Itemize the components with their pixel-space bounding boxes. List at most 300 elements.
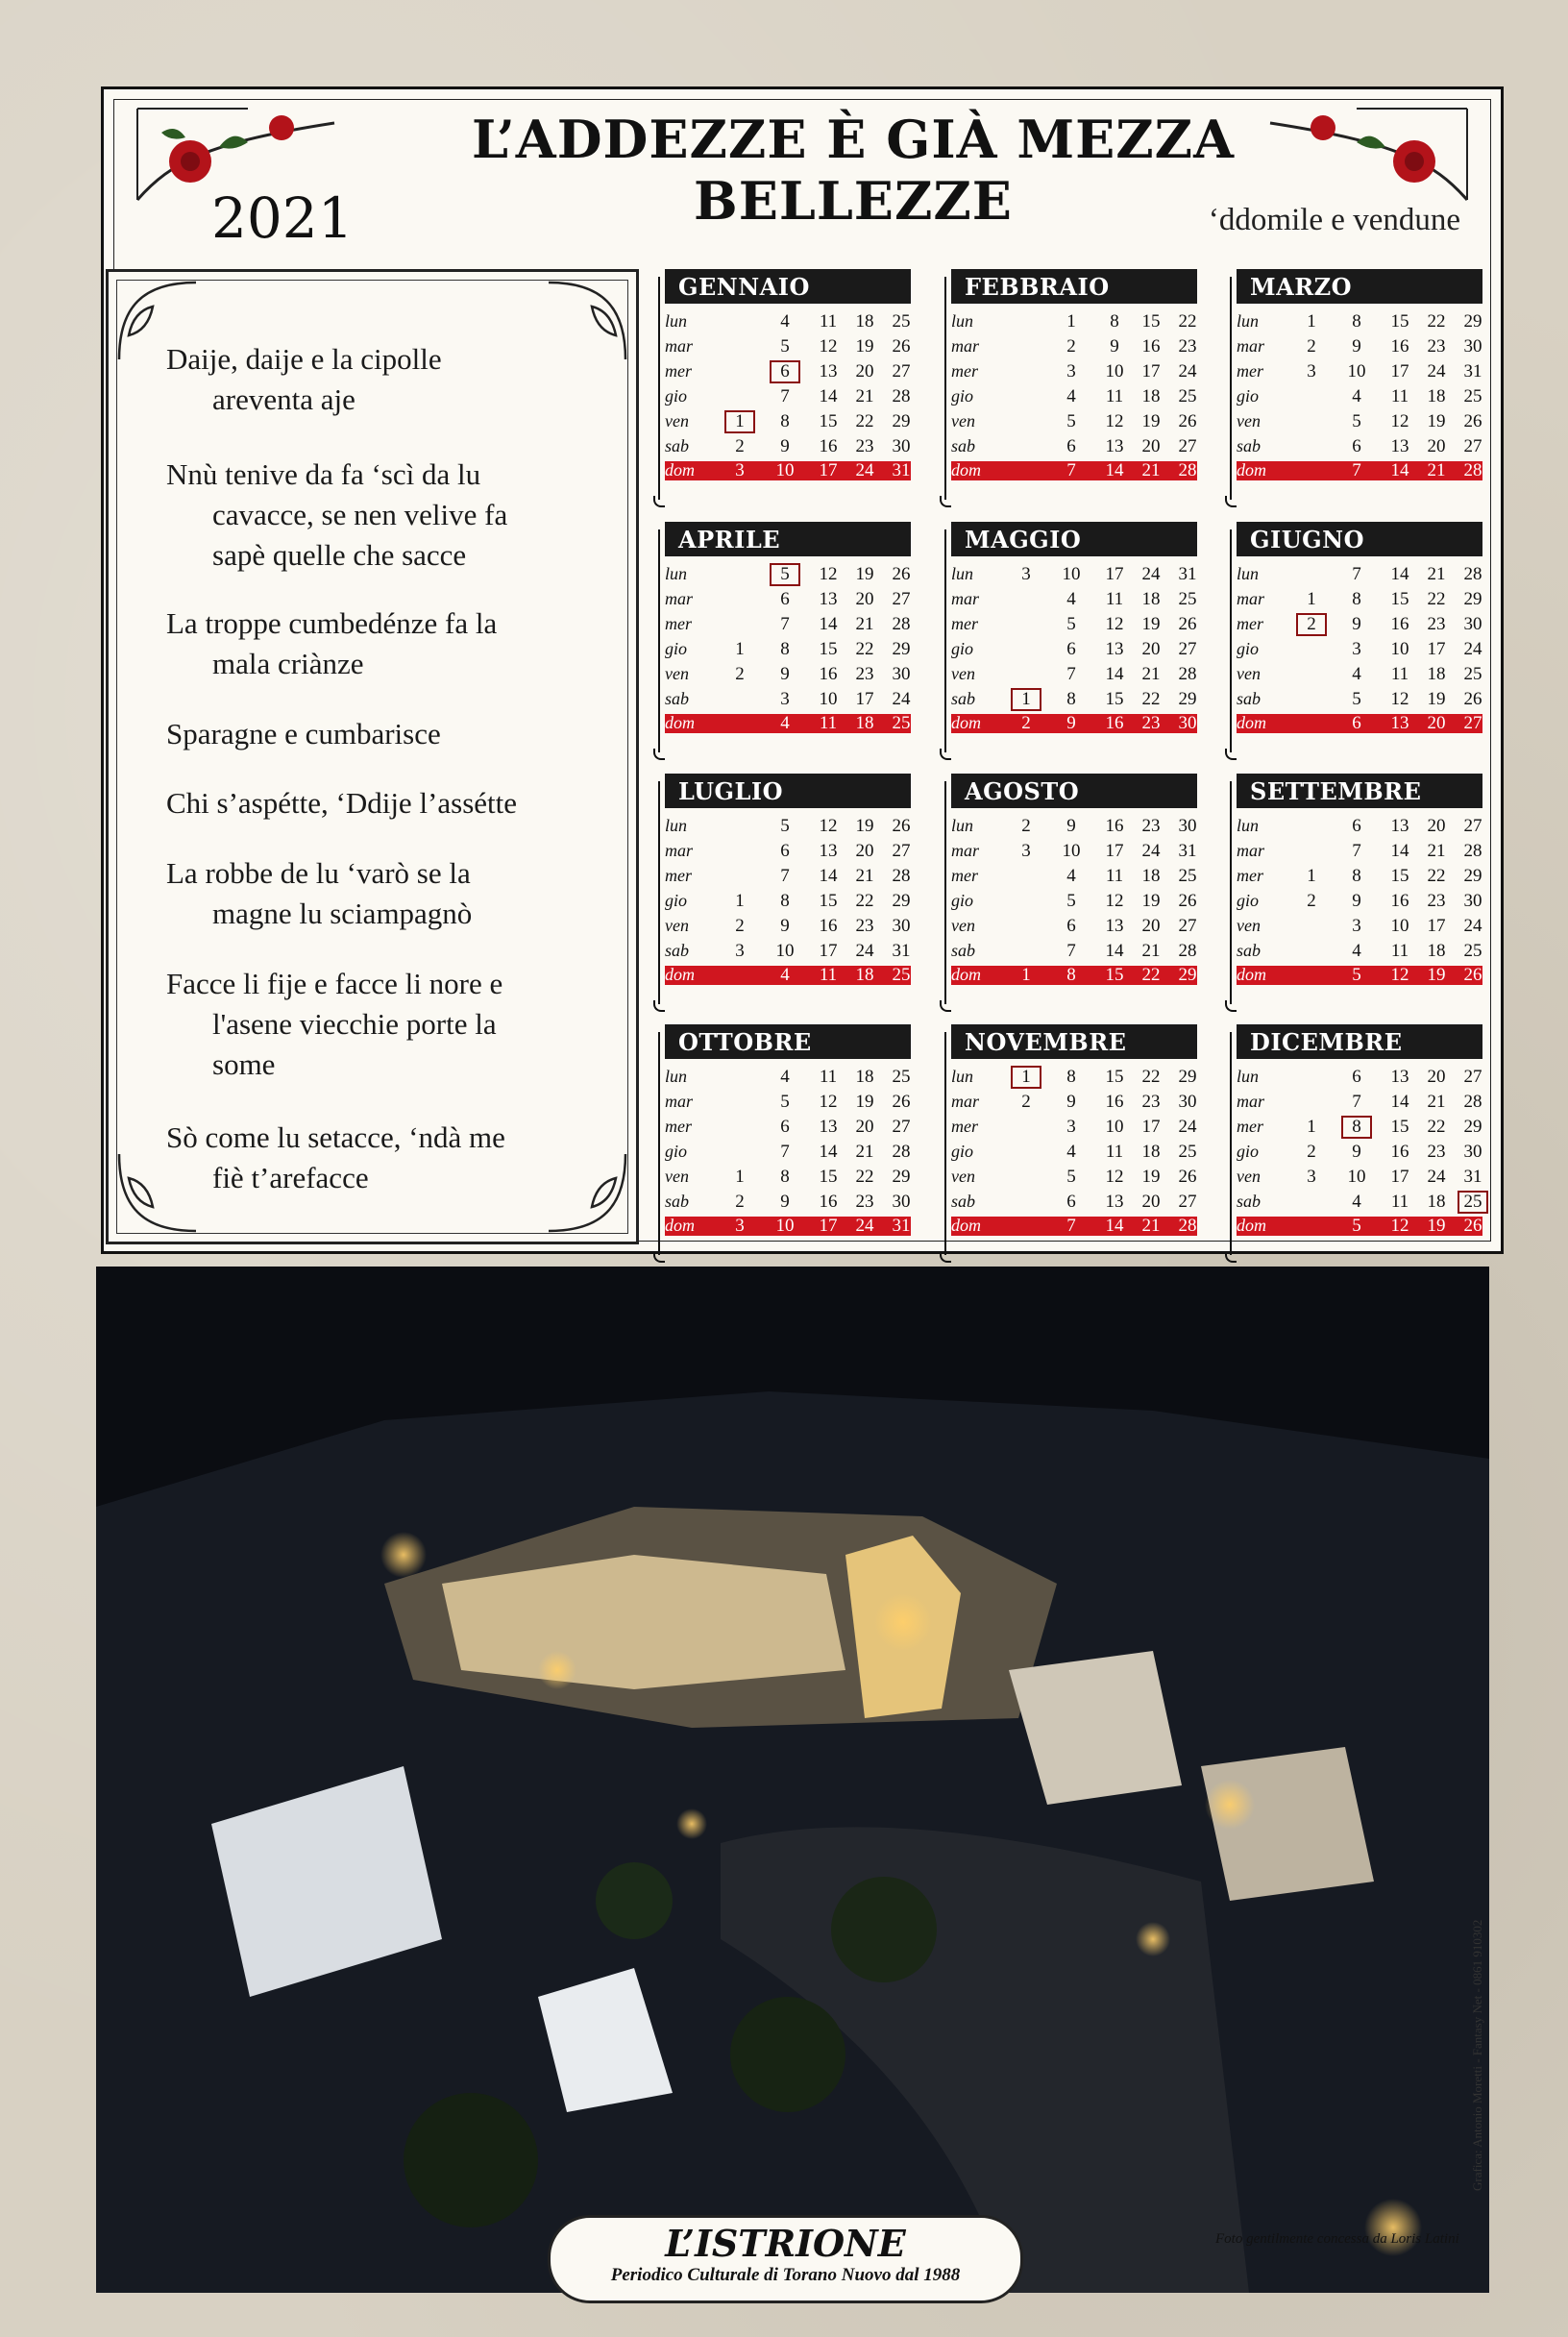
date-cell: 13 (1105, 1192, 1124, 1212)
date-cell: 22 (855, 411, 874, 431)
date-cell: 21 (1141, 460, 1161, 480)
weekday-row (665, 839, 911, 864)
date-cell: 7 (1352, 1092, 1361, 1112)
date-cell: 18 (855, 713, 874, 733)
logo-name: L’ISTRIONE (665, 2222, 906, 2265)
date-cell: 8 (1066, 689, 1076, 709)
date-cell: 13 (819, 589, 838, 609)
year-number: 2021 (211, 185, 354, 251)
weekday-row (1237, 637, 1482, 662)
date-cell: 21 (855, 386, 874, 406)
day-label: dom (1237, 965, 1266, 984)
weekday-row (1237, 612, 1482, 637)
day-label: mer (951, 361, 978, 381)
day-label: dom (951, 1216, 981, 1235)
day-label: dom (1237, 713, 1266, 732)
day-label: mer (951, 1117, 978, 1136)
date-cell: 20 (1427, 436, 1446, 456)
date-cell: 13 (1390, 1067, 1409, 1087)
date-cell: 27 (892, 589, 911, 609)
weekday-row (1237, 587, 1482, 612)
date-cell: 14 (1105, 460, 1124, 480)
day-label: mer (665, 866, 692, 885)
day-label: gio (951, 1142, 974, 1161)
sunday-row (665, 1217, 911, 1236)
month-name: MARZO (1237, 269, 1482, 304)
date-cell: 19 (1141, 411, 1161, 431)
date-cell: 31 (1463, 361, 1482, 381)
date-cell: 9 (1066, 713, 1076, 733)
day-label: ven (665, 411, 689, 430)
date-cell: 5 (780, 336, 790, 357)
day-label: mar (951, 336, 980, 356)
date-cell: 30 (1463, 891, 1482, 911)
date-cell: 28 (1463, 841, 1482, 861)
date-cell: 25 (892, 1067, 911, 1087)
date-cell: 10 (1105, 361, 1124, 381)
date-cell: 24 (1141, 564, 1161, 584)
saying-line: Sò come lu setacce, ‘ndà me (166, 1120, 505, 1154)
date-cell: 11 (1390, 941, 1409, 961)
date-cell: 2 (735, 664, 745, 684)
weekday-row (1237, 1165, 1482, 1190)
month-bracket-hook (940, 496, 951, 507)
date-cell: 20 (855, 589, 874, 609)
date-cell: 10 (1347, 361, 1366, 381)
date-cell: 27 (892, 361, 911, 381)
date-cell: 29 (892, 1167, 911, 1187)
date-cell: 25 (892, 965, 911, 985)
date-cell: 4 (1066, 386, 1076, 406)
weekday-row (1237, 839, 1482, 864)
date-cell: 12 (1390, 965, 1409, 985)
weekday-row (665, 1140, 911, 1165)
month-bracket-hook (653, 1000, 665, 1012)
date-cell: 1 (735, 891, 745, 911)
date-cell: 10 (1062, 841, 1081, 861)
day-label: dom (1237, 460, 1266, 480)
day-label: mer (1237, 361, 1263, 381)
date-cell: 14 (819, 1142, 838, 1162)
date-cell: 8 (1352, 311, 1361, 332)
date-cell: 3 (1352, 639, 1361, 659)
date-cell: 28 (892, 386, 911, 406)
date-cell: 3 (1066, 1117, 1076, 1137)
day-label: mar (665, 589, 694, 608)
month-name: GIUGNO (1237, 522, 1482, 556)
date-cell: 3 (1066, 361, 1076, 381)
date-cell: 17 (1105, 564, 1124, 584)
date-cell: 22 (1427, 866, 1446, 886)
weekday-row (951, 409, 1197, 434)
date-cell: 19 (855, 816, 874, 836)
date-cell: 1 (1307, 866, 1316, 886)
date-cell: 5 (1352, 689, 1361, 709)
day-label: lun (1237, 816, 1260, 835)
date-cell: 21 (1427, 460, 1446, 480)
date-cell: 27 (1178, 639, 1197, 659)
date-cell: 6 (1066, 916, 1076, 936)
date-cell: 2 (1021, 1092, 1031, 1112)
month-bracket (1230, 529, 1232, 752)
month-bracket (658, 1032, 660, 1255)
sunday-row (951, 1217, 1197, 1236)
date-cell: 11 (1105, 386, 1124, 406)
date-cell: 17 (1141, 1117, 1161, 1137)
weekday-row (951, 839, 1197, 864)
weekday-row (665, 637, 911, 662)
weekday-row (951, 1115, 1197, 1140)
date-cell: 26 (1178, 614, 1197, 634)
date-cell: 28 (1178, 460, 1197, 480)
month-bracket-hook (940, 1000, 951, 1012)
weekday-row (1237, 1065, 1482, 1090)
day-label: dom (951, 965, 981, 984)
day-label: lun (1237, 564, 1260, 583)
date-cell: 28 (1463, 564, 1482, 584)
date-cell: 25 (1178, 1142, 1197, 1162)
date-cell: 16 (1105, 1092, 1124, 1112)
date-cell: 11 (819, 1067, 838, 1087)
month-name: GENNAIO (665, 269, 911, 304)
date-cell: 17 (1390, 361, 1409, 381)
date-cell: 9 (780, 664, 790, 684)
date-cell: 23 (1178, 336, 1197, 357)
date-cell: 4 (1352, 386, 1361, 406)
date-cell: 19 (1141, 891, 1161, 911)
date-cell: 7 (1352, 460, 1361, 480)
date-cell: 27 (892, 841, 911, 861)
saying-3 (166, 603, 608, 684)
weekday-row (951, 814, 1197, 839)
date-cell: 4 (780, 1067, 790, 1087)
date-cell: 3 (735, 1216, 745, 1236)
date-cell: 23 (855, 664, 874, 684)
date-cell: 16 (1390, 614, 1409, 634)
saying-7 (166, 964, 608, 1085)
date-cell: 30 (1178, 1092, 1197, 1112)
sunday-row (951, 461, 1197, 480)
date-cell: 20 (1141, 639, 1161, 659)
date-cell: 7 (1352, 564, 1361, 584)
day-label: ven (951, 1167, 975, 1186)
date-cell: 11 (819, 965, 838, 985)
day-label: mer (665, 361, 692, 381)
month-marzo (1225, 269, 1482, 514)
day-label: gio (951, 386, 974, 406)
day-label: dom (951, 713, 981, 732)
sunday-row (665, 461, 911, 480)
date-cell: 16 (819, 916, 838, 936)
day-label: gio (665, 1142, 688, 1161)
day-label: sab (665, 689, 690, 708)
date-cell: 2 (1307, 891, 1316, 911)
date-cell: 13 (1390, 713, 1409, 733)
day-label: mar (951, 841, 980, 860)
date-cell: 4 (1066, 1142, 1076, 1162)
date-cell: 24 (855, 941, 874, 961)
date-cell: 1 (1021, 965, 1031, 985)
photo-credit: Foto gentilmente concessa da Loris Latini (1215, 2231, 1459, 2247)
logo-tagline: Periodico Culturale di Torano Nuovo dal 1988 (610, 2265, 961, 2285)
weekday-row (951, 662, 1197, 687)
day-label: sab (951, 1192, 976, 1211)
weekday-row (951, 1140, 1197, 1165)
date-cell: 19 (1427, 411, 1446, 431)
date-cell: 17 (1427, 916, 1446, 936)
date-cell: 14 (1390, 841, 1409, 861)
date-cell: 23 (1427, 1142, 1446, 1162)
date-cell: 26 (1463, 965, 1482, 985)
day-label: lun (665, 311, 688, 331)
date-cell: 26 (892, 336, 911, 357)
date-cell: 15 (1390, 1117, 1409, 1137)
date-cell: 10 (1105, 1117, 1124, 1137)
date-cell: 4 (1352, 941, 1361, 961)
weekday-row (665, 562, 911, 587)
date-cell: 22 (1141, 689, 1161, 709)
day-label: ven (1237, 1167, 1261, 1186)
date-cell: 8 (1352, 589, 1361, 609)
month-bracket-hook (940, 1251, 951, 1263)
date-cell: 2 (735, 916, 745, 936)
date-cell: 17 (819, 1216, 838, 1236)
date-cell: 11 (1390, 1192, 1409, 1212)
day-label: mar (951, 589, 980, 608)
date-cell: 7 (1066, 664, 1076, 684)
weekday-row (951, 939, 1197, 964)
date-cell: 25 (1178, 866, 1197, 886)
date-cell: 25 (1178, 386, 1197, 406)
town-aerial-image (96, 1267, 1489, 2293)
date-cell: 26 (892, 1092, 911, 1112)
date-cell: 20 (855, 841, 874, 861)
weekday-row (1237, 662, 1482, 687)
date-cell: 27 (1463, 1067, 1482, 1087)
day-label: dom (1237, 1216, 1266, 1235)
month-bracket (658, 529, 660, 752)
date-cell: 4 (1352, 664, 1361, 684)
sayings-panel (106, 269, 639, 1244)
date-cell: 12 (819, 816, 838, 836)
weekday-row (951, 1165, 1197, 1190)
design-credit: Grafica: Antonio Moretti - Fantasy Net - 0861 910302 (1470, 1919, 1484, 2191)
date-cell: 22 (1427, 1117, 1446, 1137)
weekday-row (665, 434, 911, 459)
date-cell: 29 (892, 639, 911, 659)
date-cell: 17 (1427, 639, 1446, 659)
date-cell: 31 (892, 460, 911, 480)
month-bracket (1230, 1032, 1232, 1255)
date-cell: 22 (1427, 311, 1446, 332)
date-cell: 15 (1390, 589, 1409, 609)
date-cell: 24 (1427, 1167, 1446, 1187)
day-label: mar (665, 336, 694, 356)
month-bracket-hook (653, 496, 665, 507)
date-cell: 24 (1178, 361, 1197, 381)
day-label: ven (1237, 916, 1261, 935)
date-cell: 29 (892, 411, 911, 431)
date-cell: 13 (819, 361, 838, 381)
date-cell: 18 (1141, 1142, 1161, 1162)
date-cell: 31 (1178, 564, 1197, 584)
date-cell: 18 (855, 311, 874, 332)
date-cell: 9 (1110, 336, 1119, 357)
date-cell: 20 (1427, 1067, 1446, 1087)
date-cell: 25 (1463, 664, 1482, 684)
date-cell: 21 (855, 1142, 874, 1162)
date-cell: 6 (1352, 436, 1361, 456)
date-cell: 4 (780, 311, 790, 332)
date-cell: 27 (1463, 713, 1482, 733)
date-cell: 23 (1141, 1092, 1161, 1112)
date-cell: 5 (1066, 1167, 1076, 1187)
weekday-row (951, 309, 1197, 334)
date-cell: 12 (1105, 411, 1124, 431)
saying-line: some (212, 1047, 276, 1081)
date-cell: 6 (780, 1117, 790, 1137)
day-label: lun (665, 816, 688, 835)
month-maggio (940, 522, 1197, 767)
weekday-row (665, 1090, 911, 1115)
date-cell: 15 (819, 891, 838, 911)
date-cell: 17 (1141, 361, 1161, 381)
date-cell: 10 (775, 941, 795, 961)
date-cell: 23 (1427, 891, 1446, 911)
date-cell: 15 (819, 639, 838, 659)
day-label: sab (951, 689, 976, 708)
date-cell: 16 (819, 1192, 838, 1212)
date-cell: 5 (780, 1092, 790, 1112)
date-cell: 7 (780, 386, 790, 406)
date-cell: 30 (1463, 336, 1482, 357)
date-cell: 5 (1352, 411, 1361, 431)
date-cell: 5 (1066, 891, 1076, 911)
weekday-row (951, 434, 1197, 459)
weekday-row (951, 612, 1197, 637)
date-cell: 4 (1066, 866, 1076, 886)
date-cell: 1 (735, 1167, 745, 1187)
month-name: NOVEMBRE (951, 1024, 1197, 1059)
date-cell: 18 (1427, 1192, 1446, 1212)
sunday-row (1237, 714, 1482, 733)
weekday-row (1237, 687, 1482, 712)
date-cell: 15 (819, 1167, 838, 1187)
date-cell: 22 (855, 891, 874, 911)
holiday-date: 1 (725, 411, 754, 432)
date-cell: 26 (1463, 689, 1482, 709)
date-cell: 30 (1178, 816, 1197, 836)
date-cell: 6 (1352, 816, 1361, 836)
date-cell: 24 (855, 1216, 874, 1236)
saying-line: cavacce, se nen velive fa (212, 498, 508, 531)
date-cell: 1 (1307, 589, 1316, 609)
date-cell: 19 (1427, 689, 1446, 709)
date-cell: 29 (1463, 311, 1482, 332)
sunday-row (951, 966, 1197, 985)
sunday-row (665, 966, 911, 985)
month-bracket-hook (1225, 749, 1237, 760)
sunday-row (665, 714, 911, 733)
date-cell: 15 (1390, 866, 1409, 886)
date-cell: 13 (1390, 436, 1409, 456)
weekday-row (665, 914, 911, 939)
date-cell: 11 (1390, 386, 1409, 406)
month-bracket (944, 1032, 946, 1255)
date-cell: 18 (855, 1067, 874, 1087)
weekday-row (1237, 939, 1482, 964)
month-name: LUGLIO (665, 774, 911, 808)
date-cell: 18 (1141, 589, 1161, 609)
date-cell: 9 (1352, 614, 1361, 634)
date-cell: 29 (1178, 689, 1197, 709)
date-cell: 11 (819, 713, 838, 733)
date-cell: 29 (1463, 1117, 1482, 1137)
date-cell: 12 (1390, 689, 1409, 709)
date-cell: 12 (1105, 891, 1124, 911)
date-cell: 6 (1066, 639, 1076, 659)
date-cell: 23 (855, 436, 874, 456)
weekday-row (665, 1165, 911, 1190)
saying-5 (166, 783, 608, 824)
weekday-row (1237, 914, 1482, 939)
date-cell: 26 (892, 816, 911, 836)
weekday-row (665, 1115, 911, 1140)
date-cell: 16 (819, 664, 838, 684)
date-cell: 6 (780, 589, 790, 609)
date-cell: 27 (1178, 916, 1197, 936)
weekday-row (951, 1065, 1197, 1090)
date-cell: 7 (1066, 941, 1076, 961)
date-cell: 20 (1141, 916, 1161, 936)
date-cell: 15 (1390, 311, 1409, 332)
day-label: mer (1237, 866, 1263, 885)
date-cell: 11 (1105, 1142, 1124, 1162)
date-cell: 8 (780, 1167, 790, 1187)
weekday-row (665, 1190, 911, 1215)
saying-line: l'asene viecchie porte la (212, 1007, 497, 1041)
date-cell: 18 (1427, 664, 1446, 684)
date-cell: 25 (1463, 386, 1482, 406)
saying-line: areventa aje (212, 382, 355, 416)
date-cell: 14 (1105, 664, 1124, 684)
date-cell: 17 (1390, 1167, 1409, 1187)
date-cell: 17 (855, 689, 874, 709)
weekday-row (951, 359, 1197, 384)
date-cell: 22 (855, 639, 874, 659)
date-cell: 10 (1347, 1167, 1366, 1187)
date-cell: 8 (780, 411, 790, 431)
day-label: mar (1237, 1092, 1265, 1111)
month-ottobre (653, 1024, 911, 1269)
day-label: lun (951, 1067, 974, 1086)
date-cell: 13 (1390, 816, 1409, 836)
weekday-row (665, 687, 911, 712)
day-label: gio (665, 386, 688, 406)
day-label: gio (665, 639, 688, 658)
date-cell: 23 (1141, 713, 1161, 733)
date-cell: 15 (1105, 689, 1124, 709)
date-cell: 10 (1390, 639, 1409, 659)
weekday-row (665, 309, 911, 334)
night-town-photo (96, 1267, 1489, 2293)
date-cell: 17 (819, 460, 838, 480)
date-cell: 30 (1463, 614, 1482, 634)
saying-line: magne lu sciampagnò (212, 897, 473, 930)
weekday-row (1237, 434, 1482, 459)
date-cell: 22 (1141, 1067, 1161, 1087)
month-agosto (940, 774, 1197, 1019)
